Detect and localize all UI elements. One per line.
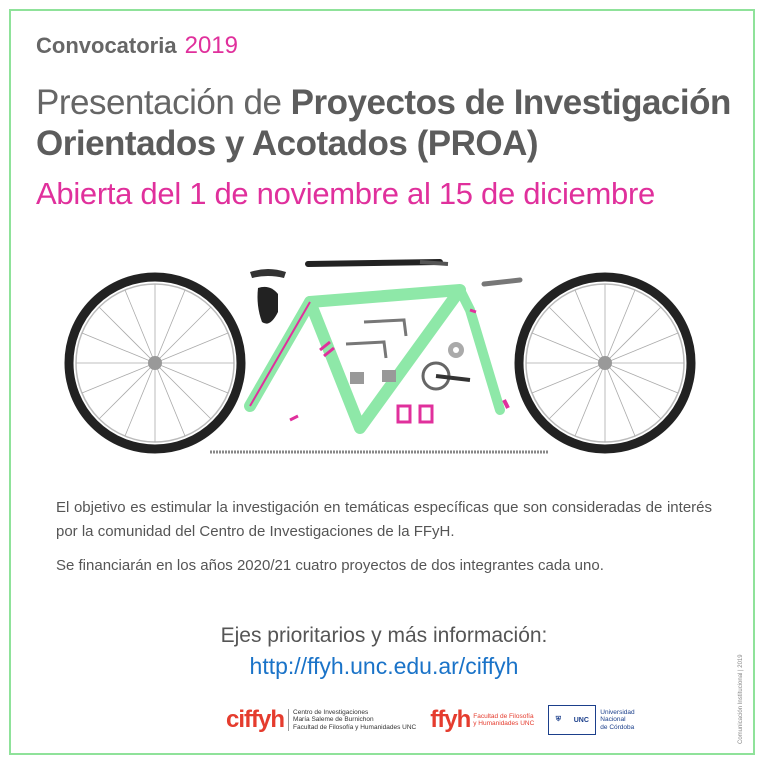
- title-prefix: Presentación de: [36, 83, 291, 122]
- unc-logo: [548, 705, 634, 735]
- title-bold-line2: Orientados y Acotados (PROA): [36, 124, 538, 163]
- disassembled-bicycle-illustration: [0, 250, 768, 470]
- description-funding: Se financiarán en los años 2020/21 cuatro proyectos de dos integrantes cada uno.: [56, 557, 604, 574]
- description-objective: El objetivo es estimular la investigación en temáticas específicas que son consideradas de interés por la comunidad del Centro de Investigaciones de la FFyH.: [56, 499, 712, 540]
- title-bold-line1: Proyectos de Investigación: [290, 83, 731, 122]
- ciffyh-logo: [226, 706, 416, 734]
- ffyh-mark: ffyh: [430, 706, 471, 733]
- logos-row: [226, 700, 635, 740]
- ffyh-logo: [430, 706, 534, 734]
- page-title: [36, 82, 736, 164]
- ffyh-logo-text: Facultad de Filosofía y Humanidades UNC: [473, 712, 535, 727]
- ciffyh-mark: ciffyh: [226, 706, 285, 733]
- bike-frame-icon: [250, 290, 508, 428]
- more-info-label: Ejes prioritarios y más información:: [220, 624, 548, 647]
- left-wheel-icon: [69, 277, 241, 449]
- convocatoria-label: Convocatoria: [36, 33, 177, 58]
- ciffyh-logo-text: Centro de Investigaciones María Saleme de Burnichon Facultad de Filosofía y Humanidades UNC: [288, 709, 416, 732]
- gear-icon: [448, 342, 464, 358]
- dates-heading: Abierta del 1 de noviembre al 15 de diciembre: [36, 176, 655, 211]
- side-caption: [726, 654, 744, 744]
- seat-icon: [250, 269, 286, 324]
- info-link[interactable]: http://ffyh.unc.edu.ar/ciffyh: [249, 653, 519, 679]
- unc-shield-icon: ⛨ UNC: [548, 705, 596, 735]
- header: [36, 32, 238, 60]
- year-label: 2019: [184, 32, 238, 59]
- right-wheel-icon: [519, 277, 691, 449]
- pedals-icon: [398, 406, 432, 422]
- handlebar-icon: [308, 262, 448, 264]
- unc-logo-text: Universidad Nacional de Córdoba: [600, 708, 635, 731]
- stem-icon: [484, 280, 520, 284]
- description: [56, 496, 712, 588]
- crankset-icon: [423, 363, 470, 389]
- side-caption-text: Comunicación Institucional | 2019: [738, 654, 744, 744]
